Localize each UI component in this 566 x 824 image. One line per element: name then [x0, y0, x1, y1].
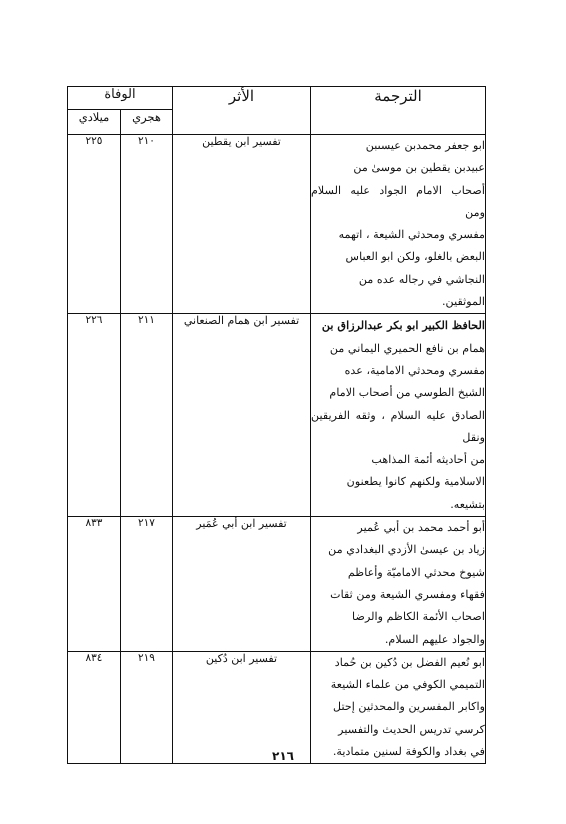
- bio-line: كرسي تدريس الحديث والتفسير: [338, 722, 485, 736]
- bio-line: التميمي الكوفي من علماء الشيعة: [330, 678, 485, 692]
- bio-line: الصادق عليه السلام ، وثقه الفريقين ونقل: [311, 408, 485, 444]
- bio-line: الموثقين.: [442, 295, 485, 309]
- work-cell: تفسير ابن يقطين: [173, 135, 311, 314]
- bio-line: الحافظ الكبير ابو بكر عبدالرزاق بن: [321, 318, 485, 333]
- bio-line: مفسري ومحدثي الامامية، عده: [344, 363, 485, 377]
- header-work: الأثر: [173, 87, 311, 135]
- gregorian-cell: ٢٢٥: [68, 135, 121, 314]
- work-cell: تفسير ابن دُكين: [173, 651, 311, 763]
- bio-line: بتشيعه.: [450, 497, 485, 511]
- hijri-cell: ٢١٩: [121, 651, 173, 763]
- bio-line: مفسري ومحدثي الشيعة ، اتهمه: [338, 228, 485, 242]
- bio-line: شيوخ محدثي الاماميّة وأعاظم: [347, 565, 485, 579]
- bio-line: ابو جعفر محمدبن عيسىبن: [365, 139, 485, 152]
- bio-line: أبو أحمد محمد بن أبي عُمير: [357, 521, 485, 535]
- header-hijri: هجري: [121, 110, 173, 135]
- header-biography: الترجمة: [311, 87, 486, 135]
- bio-line: عبيدبن يقطين بن موسىٰ من: [353, 161, 485, 175]
- biography-cell: [311, 314, 486, 517]
- table-row: [68, 314, 486, 517]
- bio-line: النجاشي في رجاله عده من: [358, 272, 485, 286]
- biography-cell: [311, 651, 486, 763]
- bio-line: واكابر المفسرين والمحدثين إحتل: [333, 700, 485, 714]
- bio-line: من أحاديثه أئمة المذاهب: [371, 453, 485, 467]
- bio-line: البعض بالغلو، ولكن ابو العباس: [345, 250, 485, 264]
- table-row: [68, 651, 486, 763]
- page-number: ٢١٦: [272, 749, 294, 763]
- bio-line: الاسلامية ولكنهم كانوا يطعنون: [346, 475, 485, 489]
- bio-line: اصحاب الأئمة الكاظم والرضا: [352, 610, 485, 624]
- work-cell: تفسير ابن أبي عُمَير: [173, 517, 311, 652]
- header-death: الوفاة: [68, 87, 173, 110]
- bio-line: همام بن نافع الحميري اليماني من: [329, 341, 485, 355]
- bio-line: فقهاء ومفسري الشيعة ومن ثقات: [330, 587, 485, 601]
- bio-line: ابو نُعيم الفضل بن دُكين بن حُماد: [334, 655, 485, 669]
- gregorian-cell: ٢٢٦: [68, 314, 121, 517]
- bio-line: والجواد عليهم السلام.: [384, 632, 485, 646]
- gregorian-cell: ٨٣٤: [68, 651, 121, 763]
- header-gregorian: ميلادي: [68, 110, 121, 135]
- bio-line: في بغداد والكوفة لسنين متمادية.: [332, 745, 485, 759]
- work-cell: تفسير ابن همام الصنعاني: [173, 314, 311, 517]
- table-row: [68, 517, 486, 652]
- bio-line: الشيخ الطوسي من أصحاب الامام: [329, 386, 485, 400]
- biography-cell: [311, 517, 486, 652]
- biography-table: [67, 86, 486, 764]
- bio-line: أصحاب الامام الجواد عليه السلام ومن: [311, 183, 485, 219]
- bio-line: زياد بن عيسىٰ الأزدي البغدادي من: [328, 543, 485, 557]
- hijri-cell: ٢١٠: [121, 135, 173, 314]
- biography-cell: [311, 135, 486, 314]
- hijri-cell: ٢١٧: [121, 517, 173, 652]
- table-row: [68, 135, 486, 314]
- gregorian-cell: ٨٣٣: [68, 517, 121, 652]
- hijri-cell: ٢١١: [121, 314, 173, 517]
